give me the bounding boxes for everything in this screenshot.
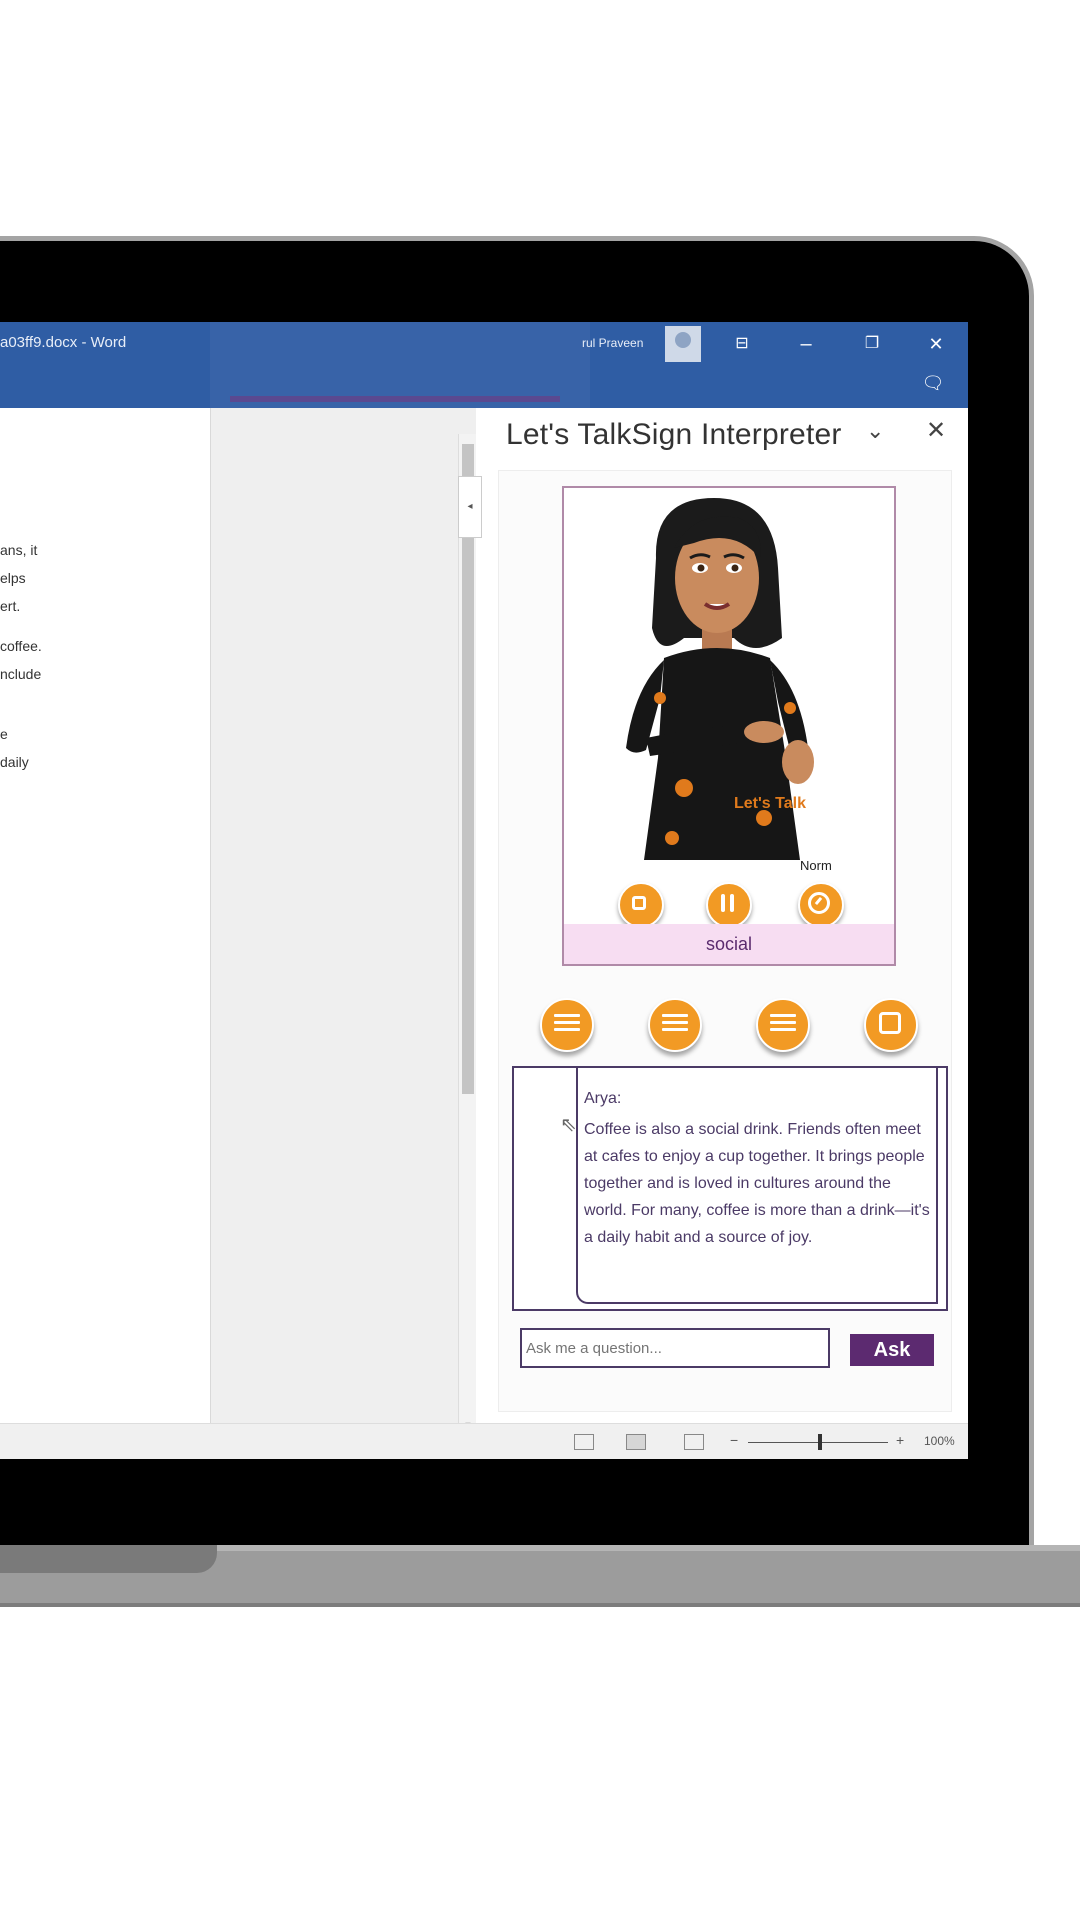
close-window-button[interactable]: ✕ — [928, 334, 944, 354]
zoom-in-button[interactable]: + — [896, 1432, 905, 1448]
avatar-left-pupil — [698, 565, 705, 572]
speaker-name: Arya: — [584, 1090, 622, 1107]
avatar-right-pupil — [732, 565, 739, 572]
stop-icon — [632, 896, 646, 910]
comments-icon[interactable]: 🗨 — [921, 373, 945, 393]
avatar-hand-right — [782, 740, 814, 784]
scrollbar-thumb[interactable] — [462, 444, 474, 1094]
caption-icon — [554, 1014, 580, 1017]
dress-pattern — [756, 810, 772, 826]
signing-avatar — [564, 488, 894, 918]
status-bar — [0, 1423, 968, 1459]
dress-logo-text: Let's Talk — [734, 795, 806, 812]
minimize-button[interactable]: – — [800, 333, 812, 355]
caption-mode-button[interactable] — [540, 998, 594, 1052]
document-text-line: ert. — [0, 598, 21, 614]
dress-pattern — [784, 702, 796, 714]
playback-speed-button[interactable] — [798, 882, 844, 928]
avatar-hand-left — [744, 721, 784, 743]
document-text-line: nclude — [0, 666, 42, 682]
pane-title: Let's TalkSign Interpreter — [506, 418, 842, 451]
edit-button[interactable] — [864, 998, 918, 1052]
speed-label: Norm — [800, 858, 832, 873]
ribbon-display-options-button[interactable]: ⊟ — [735, 335, 749, 352]
document-scrollbar[interactable] — [458, 434, 477, 1434]
zoom-level[interactable]: 100% — [924, 1434, 955, 1448]
sign-caption: social — [564, 924, 894, 964]
pause-icon — [721, 894, 725, 912]
user-name[interactable]: rul Praveen — [582, 336, 644, 350]
document-page[interactable] — [0, 408, 211, 1423]
pause-button[interactable] — [706, 882, 752, 928]
document-text-line: e — [0, 726, 8, 742]
speed-icon — [808, 892, 830, 914]
pane-side-handle[interactable]: ◂ — [458, 476, 482, 538]
list-icon — [770, 1014, 796, 1017]
laptop-hinge — [0, 1545, 217, 1573]
question-input[interactable] — [520, 1328, 830, 1368]
web-layout-icon[interactable] — [684, 1434, 704, 1450]
close-pane-icon[interactable]: ✕ — [926, 417, 947, 444]
mouse-cursor-icon: ⇖ — [560, 1114, 577, 1136]
restore-button[interactable]: ❐ — [864, 335, 880, 352]
ask-button[interactable]: Ask — [850, 1334, 934, 1366]
stop-button[interactable] — [618, 882, 664, 928]
user-avatar-icon[interactable] — [665, 326, 701, 362]
document-text-line: coffee. — [0, 638, 42, 654]
transcript-message: Coffee is also a social drink. Friends often meet at cafes to enjoy a cup together. It brings people together and is loved in cultures around the world. For many, coffee is more than a drink—it's a daily habit and a source of joy. — [584, 1121, 930, 1246]
zoom-slider-thumb[interactable] — [818, 1434, 822, 1450]
chevron-down-icon[interactable]: ⌄ — [866, 418, 885, 443]
avatar-mouth — [705, 604, 729, 608]
read-mode-icon[interactable] — [574, 1434, 594, 1450]
dress-pattern — [675, 779, 693, 797]
title-bar — [0, 322, 968, 408]
document-text-line: elps — [0, 570, 26, 586]
dress-pattern — [665, 831, 679, 845]
document-mode-button[interactable] — [756, 998, 810, 1052]
document-text-line: daily — [0, 754, 29, 770]
sign-interpreter-video[interactable] — [562, 486, 896, 966]
paragraph-icon — [662, 1014, 688, 1017]
edit-icon — [879, 1012, 901, 1034]
ribbon-highlight — [230, 396, 560, 402]
print-layout-icon[interactable] — [626, 1434, 646, 1450]
transcript-panel — [512, 1066, 948, 1311]
paragraph-mode-button[interactable] — [648, 998, 702, 1052]
document-text-line: ans, it — [0, 542, 38, 558]
zoom-out-button[interactable]: − — [730, 1432, 739, 1448]
dress-pattern — [654, 692, 666, 704]
document-title: a03ff9.docx - Word — [0, 334, 127, 351]
